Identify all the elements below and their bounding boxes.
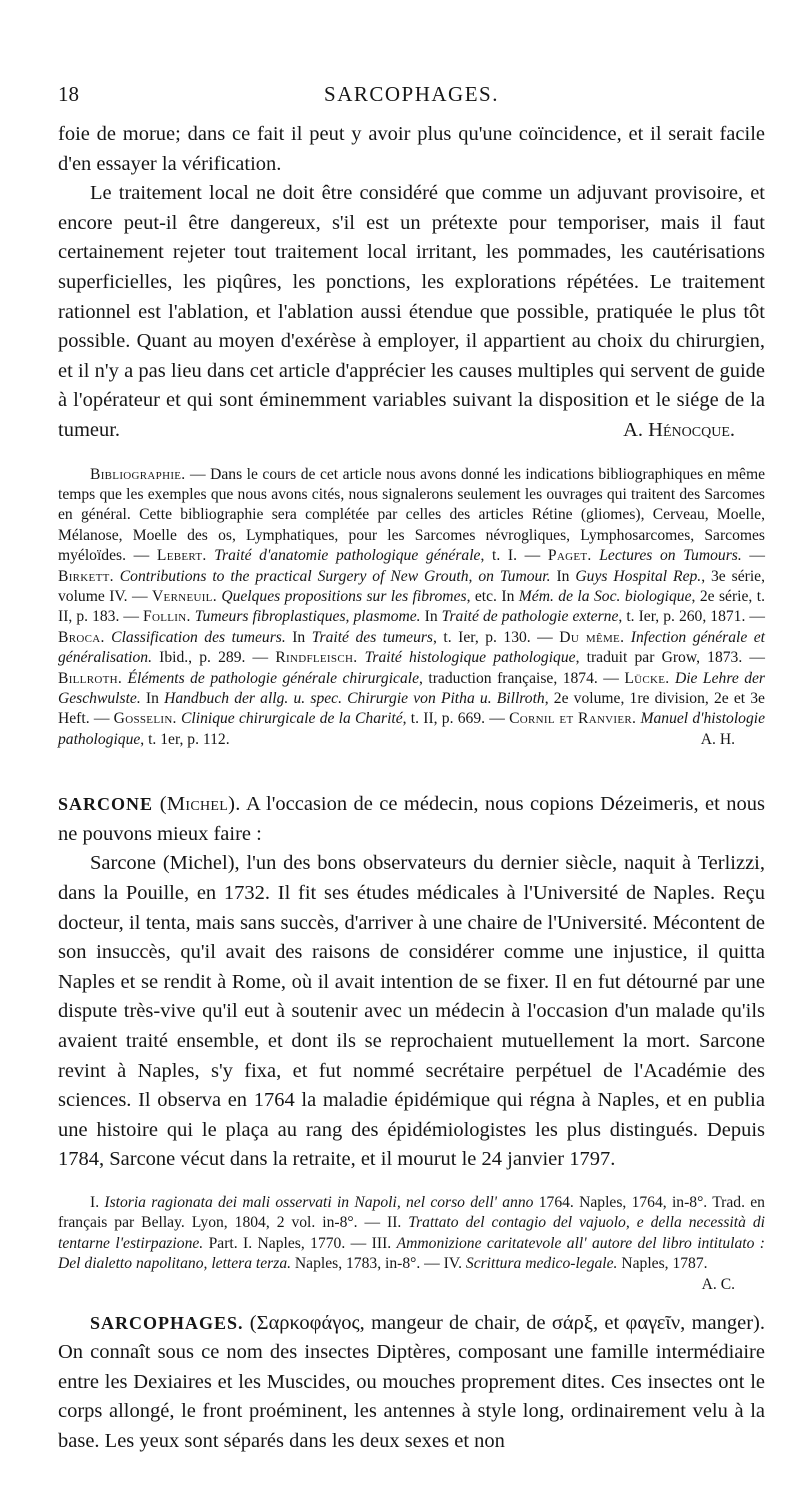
entry-sarcophages [58, 1309, 765, 1457]
citation-title: Lectures on Tumours. [599, 547, 742, 565]
citation-author: Lebert. [156, 547, 207, 565]
page-number: 18 [58, 82, 79, 106]
citation-title: Infection générale et généralisation. [58, 628, 766, 667]
headword: SARCONE [58, 794, 154, 815]
sarcome-article-end [58, 120, 765, 446]
running-title: SARCOPHAGES. [324, 82, 499, 106]
biography-paragraph: Sarcone (Michel), l'un des bons observateurs du dernier siècle, naquit à Terlizzi, dans la Pouille, en 1732. Il fit ses études médicales à l'Université de Naples. Reçu docteur, il tenta, mais sans succès, d'arriver à une chaire de l'Université. Mécontent de son insuccès, qu'il avait des raisons de considérer comme une injustice, il quitta Naples et se rendit à Rome, où il avait intention de se fixer. Il en fut détourné par une dispute très-vive qu'il eut à soutenir avec un médecin à l'occasion d'un malade qu'ils avaient traité ensemble, et dont ils se reprochaient mutuellement la mort. Sarcone revint à Naples, s'y fixa, et fut nommé secrétaire perpétuel de l'Académie des sciences. Il observa en 1764 la maladie épidémique qui régna à Naples, et en publia une histoire qui le plaça au rang des épidémiologistes les plus distingués. Depuis 1784, Sarcone vécut dans la retraite, et il mourut le 24 janvier 1797. [58, 852, 765, 1171]
work-title: Ammonizione caritatevole all' autore del libro intitulato : Del dialetto napolitano, lettera terza. [58, 1234, 765, 1273]
citation-author: Billroth. [58, 669, 123, 687]
citation-author: Rindfleisch. [275, 649, 358, 667]
work-title: Istoria ragionata dei mali osservati in Napoli, nel corso dell' anno [104, 1193, 534, 1211]
citation-author: Cornil et Ranvier. [509, 710, 637, 728]
entry-sarcone [58, 790, 765, 1175]
entry-paragraph [58, 1309, 765, 1457]
citation-title: Traité histologique pathologique [364, 649, 576, 667]
work-title: Trattato del contagio del vajuolo, e della necessità di tentarne l'estirpazione. [58, 1214, 765, 1252]
entry-text: (Σαρκοφάγος, mangeur de chair, de σάρξ, et φαγεῖν, manger). On connaît sous ce nom des insectes Diptères, composant une famille intermédiaire entre les Dexiaires et les Muscides, ou mouches proprement dites. Ces insectes ont le corps allongé, le front proéminent, les antennes à style long, ordinairement velu à la base. Les yeux sont séparés dans les deux sexes et non [58, 1311, 765, 1452]
citation-author: Broca. [58, 628, 105, 646]
citation-author: Du même. [559, 628, 625, 646]
citation-title: Traité d'anatomie pathologique générale [214, 547, 481, 565]
citation-title: Classification des tumeurs. [111, 628, 286, 646]
citation-author: Gosselin. [113, 710, 177, 728]
citation-title: Tumeurs fibroplastiques, plasmome. [194, 608, 421, 626]
note-signature: A. C. [701, 1275, 735, 1293]
citation-title: Contributions to the practical Surgery of New Grouth, on Tumour. [119, 567, 551, 585]
entry-heading [58, 790, 765, 849]
note-signature: A. H. [700, 730, 735, 748]
citation-author: Paget. [547, 547, 592, 565]
entry-intro: A l'occasion de ce médecin, nous copions Dézeimeris, et nous ne pouvons mieux faire : [58, 793, 765, 845]
citation-title: Quelques propositions sur les fibromes [221, 587, 467, 605]
paragraph-text: Le traitement local ne doit être considéré que comme un adjuvant provisoire, et encore peut-il être dangereux, s'il est un prétexte pour temporiser, mais il faut certainement rejeter tout traitement local irritant, les pommades, les cautérisations superficielles, les piqûres, les ponctions, les explorations répétées. Le traitement rationnel est l'ablation, et l'ablation aussi étendue que possible, pratiquée le plus tôt possible. Quant au moyen d'exérèse à employer, il appartient au choix du chirurgien, et il n'y a pas lieu dans cet article d'apprécier les causes multiples qui servent de guide à l'opérateur et qui sont éminemment variables suivant la disposition et le siége de la tumeur. [58, 182, 765, 441]
citation-author: Birkett. [58, 567, 114, 585]
citation-title: Die Lehre der Geschwulste. [58, 669, 765, 707]
citation-title: Clinique chirurgicale de la Charité [181, 710, 403, 728]
page-header [58, 0, 765, 120]
citation-title: Manuel d'histologie pathologique [58, 710, 766, 748]
citation-title: Éléments de pathologie générale chirurgicale [127, 669, 420, 687]
work-title: Scrittura medico-legale. [465, 1255, 618, 1273]
citation-author: Verneuil. [151, 587, 217, 605]
citation-author: Follin. [143, 608, 191, 626]
headword-forename: (Michel). [153, 793, 241, 816]
bibliography-label: Bibliographie. [90, 465, 186, 483]
paragraph-continuation: foie de morue; dans ce fait il peut y avoir plus qu'une coïncidence, et il serait facile d'en essayer la vérification. [58, 123, 765, 175]
bibliography-note: Bibliographie. — Dans le cours de cet article nous avons donné les indications bibliographiques en même temps que les exemples que nous avons cités, nous signalerons seulement les ouvrages qui traitent des Sarcomes en général. Cette bibliographie sera complétée par celles des articles Rétine (gliomes), Cerveau, Moelle, Mélanose, Moelle des os, Lymphatiques, pour les Sarcomes névrogliques, Lymphosarcomes, Sarcomes myéloïdes. — Lebert. Traité d'anatomie pathologique générale, t. I. — Paget. Lectures on Tumours. — Birkett. Contributions to the practical Surgery of New Grouth, on Tumour. In Guys Hospital Rep., 3e série, volume IV. — Verneuil. Quelques propositions sur les fibromes, etc. In Mém. de la Soc. biologique, 2e série, t. II, p. 183. — Follin. Tumeurs fibroplastiques, plasmome. In Traité de pathologie externe, t. Ier, p. 260, 1871. — Broca. Classification des tumeurs. In Traité des tumeurs, t. Ier, p. 130. — Du même. Infection générale et généralisation. Ibid., p. 289. — Rindfleisch. Traité histologique pathologique, traduit par Grow, 1873. — Billroth. Éléments de pathologie générale chirurgicale, traduction française, 1874. — Lücke. Die Lehre der Geschwulste. In Handbuch der allg. u. spec. Chirurgie von Pitha u. Billroth, 2e volume, 1re division, 2e et 3e Heft. — Gosselin. Clinique chirurgicale de la Charité, t. II, p. 669. — Cornil et Ranvier. Manuel d'histologie pathologique, t. 1er, p. 112. A. H. [58, 465, 765, 751]
headword: SARCOPHAGES. [90, 1312, 244, 1333]
citation-author: Lücke. [624, 669, 670, 687]
works-note: I. Istoria ragionata dei mali osservati in Napoli, nel corso dell' anno 1764. Naples, 1764, in-8°. Trad. en français par Bellay. Lyon, 1804, 2 vol. in-8°. — II. Trattato del contagio del vajuolo, e della necessità di tentarne l'estirpazione. Part. I. Naples, 1770. — III. Ammonizione caritatevole all' autore del libro intitulato : Del dialetto napolitano, lettera terza. Naples, 1783, in-8°. — IV. Scrittura medico-legale. Naples, 1787. A. C. [58, 1193, 765, 1275]
author-signature: A. Hénocque. [623, 418, 735, 441]
paragraph-treatment [58, 179, 765, 445]
